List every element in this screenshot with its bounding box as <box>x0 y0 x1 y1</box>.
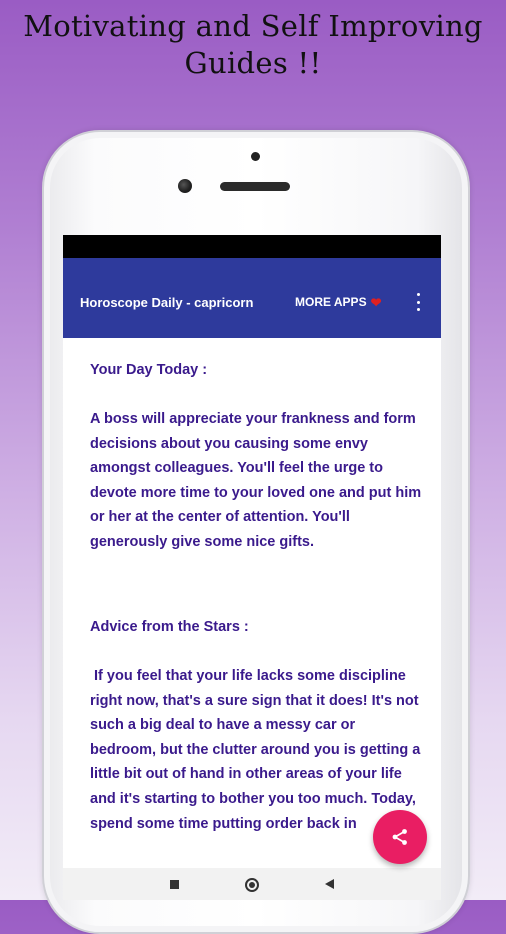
day-text: A boss will appreciate your frankness and form decisions about you causing some envy amongst colleagues. You'll feel the urge to devote more time to your loved one and put him or her at the center of attention. You'll generously give some nice gifts. <box>90 411 426 550</box>
share-button[interactable] <box>373 810 427 864</box>
share-icon <box>390 827 410 847</box>
promo-headline-line1: Motivating and Self Improving <box>23 9 483 43</box>
overflow-menu-icon[interactable] <box>415 293 421 311</box>
status-bar <box>63 235 441 258</box>
more-apps-button[interactable] <box>295 295 381 309</box>
heart-icon: ❤ <box>370 294 382 310</box>
advice-heading: Advice from the Stars : <box>90 619 249 635</box>
phone-screen <box>63 235 441 900</box>
earpiece-speaker <box>220 182 290 191</box>
system-nav-bar <box>63 868 441 900</box>
back-icon[interactable] <box>325 879 334 889</box>
app-title: Horoscope Daily - capricorn <box>80 295 254 310</box>
front-camera <box>178 179 192 193</box>
day-heading: Your Day Today : <box>90 362 208 378</box>
app-bar <box>63 258 441 338</box>
more-apps-label: MORE APPS <box>295 295 367 309</box>
promo-headline-line2: Guides !! <box>184 46 322 80</box>
promo-headline <box>0 8 506 82</box>
horoscope-content[interactable] <box>63 338 441 868</box>
recents-icon[interactable] <box>170 880 179 889</box>
advice-text: If you feel that your life lacks some discipline right now, that's a sure sign that it does! It's not such a big deal to have a messy car or bedroom, but the clutter around you is getting a little bit out of hand in other areas of your life and it's starting to bother you too much. Today, spend some time putting order back in <box>90 668 425 832</box>
home-icon[interactable] <box>245 878 259 892</box>
sensor-dot <box>251 152 260 161</box>
